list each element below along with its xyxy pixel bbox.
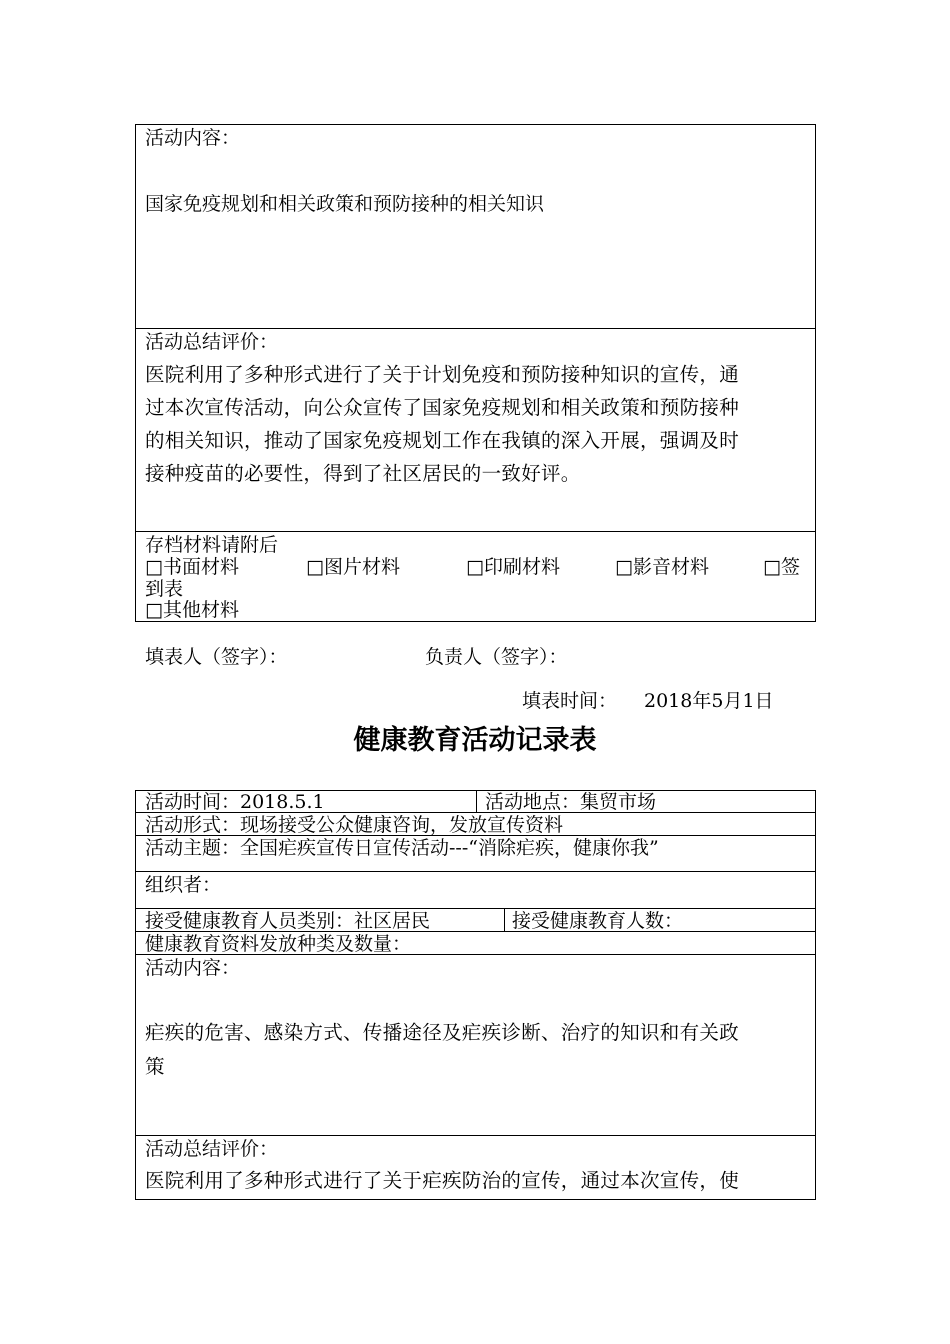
option-sign-in-cont: 到表	[145, 578, 184, 600]
form-title: 健康教育活动记录表	[353, 725, 597, 756]
option-picture: □图片材料	[306, 556, 400, 578]
content-line-1: 疟疾的危害、感染方式、传播途径及疟疾诊断、治疗的知识和有关政	[145, 1021, 740, 1044]
table2-row-line-3	[135, 871, 816, 872]
content-label: 活动内容：	[145, 127, 241, 149]
table2-row-line-7	[135, 1135, 816, 1136]
summary-line-1: 医院利用了多种形式进行了关于计划免疫和预防接种知识的宣传，通	[145, 363, 740, 386]
table2-col-line-2	[504, 908, 505, 931]
option-video: □影音材料	[615, 556, 709, 578]
activity-time: 活动时间：2018.5.1	[145, 791, 325, 813]
option-written: □书面材料	[145, 556, 239, 578]
table2-row-line-4	[135, 908, 816, 909]
archive-label: 存档材料请附后	[145, 534, 279, 556]
fill-date-label: 填表时间：	[522, 690, 618, 712]
summary-line-4: 接种疫苗的必要性，得到了社区居民的一致好评。	[145, 462, 581, 485]
fill-date-value: 2018年5月1日	[644, 690, 774, 712]
summary-line-3: 的相关知识，推动了国家免疫规划工作在我镇的深入开展，强调及时	[145, 429, 740, 452]
table1-divider-1	[135, 328, 816, 329]
filler-signature: 填表人（签字）：	[145, 646, 288, 668]
summary-label: 活动总结评价：	[145, 331, 279, 353]
responsible-signature: 负责人（签字）：	[425, 646, 568, 668]
content-label-2: 活动内容：	[145, 957, 241, 979]
table2-col-line-1	[476, 790, 477, 812]
summary-line-2: 过本次宣传活动，向公众宣传了国家免疫规划和相关政策和预防接种	[145, 396, 740, 419]
materials-distributed: 健康教育资料发放种类及数量：	[145, 933, 412, 955]
option-print: □印刷材料	[466, 556, 560, 578]
summary-label-2: 活动总结评价：	[145, 1138, 279, 1160]
table1-divider-2	[135, 531, 816, 532]
option-sign-in: □签	[763, 556, 800, 578]
audience-count: 接受健康教育人数：	[512, 910, 684, 932]
activity-place: 活动地点：集贸市场	[485, 791, 657, 813]
content-line-2: 策	[145, 1055, 165, 1078]
audience-type: 接受健康教育人员类别：社区居民	[145, 910, 431, 932]
content-text: 国家免疫规划和相关政策和预防接种的相关知识	[145, 193, 545, 215]
activity-theme: 活动主题：全国疟疾宣传日宣传活动---“消除疟疾，健康你我”	[145, 837, 659, 859]
option-other: □其他材料	[145, 599, 239, 621]
summary-line-2-1: 医院利用了多种形式进行了关于疟疾防治的宣传，通过本次宣传，使	[145, 1169, 740, 1192]
activity-form: 活动形式：现场接受公众健康咨询，发放宣传资料	[145, 814, 564, 836]
organizer: 组织者：	[145, 874, 222, 896]
